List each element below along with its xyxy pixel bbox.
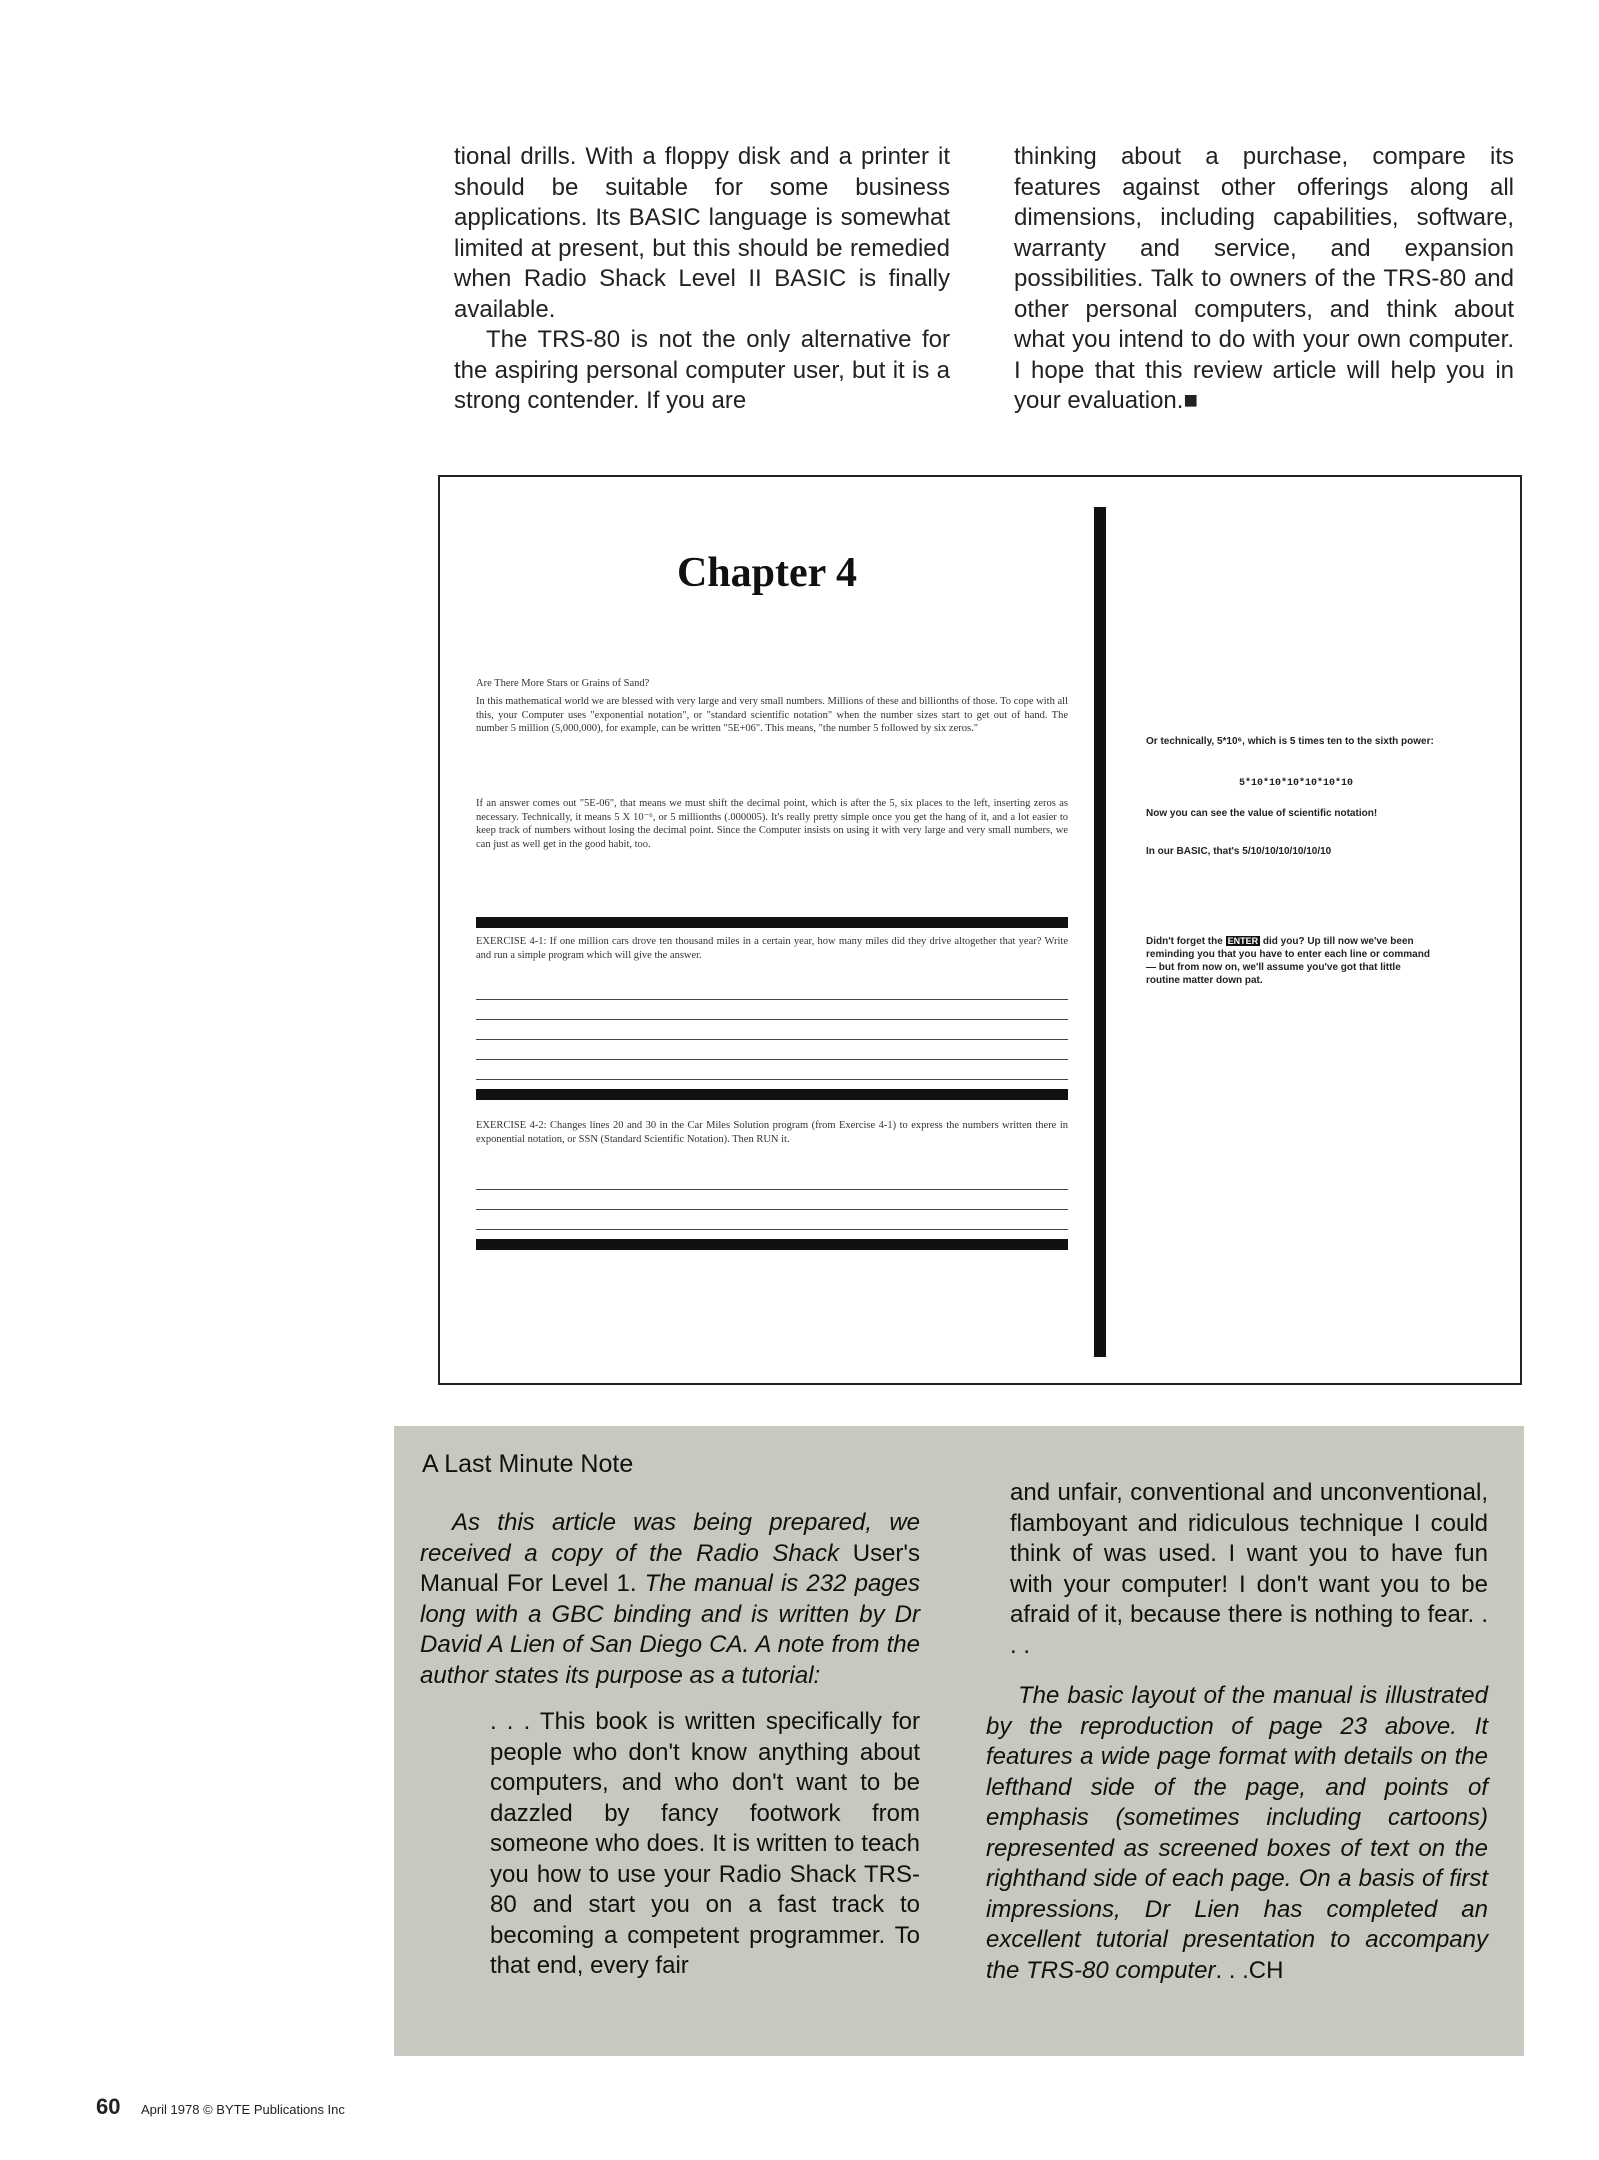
article-paragraph: thinking about a purchase, compare its features against other offerings along all dimensions, including capabilities, software, warranty and service, and expansion possibilities. Talk to owners of the TRS-80 and other personal computers, and think about what you intend to do with your own computer. I hope that this review article will help you in your evaluation.■ <box>1014 143 1514 414</box>
article-paragraph: The TRS-80 is not the only alternative for the aspiring personal computer user, but it is a strong contender. If you are <box>454 326 950 414</box>
exercise-rule <box>476 1089 1068 1100</box>
article-paragraph: tional drills. With a floppy disk and a printer it should be suitable for some business applications. Its BASIC language is somewhat limited at present, but this should be remedied when Radio Shack Level II BASIC is finally available. <box>454 143 950 323</box>
manual-page-reproduction <box>438 475 1522 1385</box>
side-note: Now you can see the value of scientific notation! <box>1146 808 1378 819</box>
last-minute-note <box>394 1426 1524 2056</box>
side-note <box>1146 935 1436 987</box>
note-intro: As this article was being prepared, we received a copy of the Radio Shack <box>420 1509 920 1567</box>
section-heading: Are There More Stars or Grains of Sand? <box>476 678 650 689</box>
manual-title: User's Manual For Level 1. <box>420 1539 921 1597</box>
chapter-title: Chapter 4 <box>676 550 858 596</box>
answer-line <box>476 1019 1068 1020</box>
answer-line <box>476 1229 1068 1230</box>
side-note-text: did you? Up till now we've been reminding you that you have to enter each line or command — but from now on, we'll assume you've got that little routine matter down pat. <box>1146 936 1430 986</box>
article-right-column <box>1014 142 1514 417</box>
author-quote: . . . This book is written specifically for people who don't know anything about computers, and who don't want to be dazzled by fancy footwork from someone who does. It is written to teach you how to use your Radio Shack TRS-80 and start you on a fast track to becoming a competent programmer. To that end, every fair <box>490 1708 920 1979</box>
answer-line <box>476 1209 1068 1210</box>
side-note: Or technically, 5*10⁶, which is 5 times ten to the sixth power: <box>1146 736 1434 747</box>
exercise-rule <box>476 917 1068 928</box>
answer-line <box>476 1059 1068 1060</box>
answer-line <box>476 1189 1068 1190</box>
exercise-1: EXERCISE 4-1: If one million cars drove ten thousand miles in a certain year, how many miles did they drive altogether that year? Write and run a simple program which will give the answer. <box>476 936 1068 961</box>
note-left-column <box>420 1508 920 1982</box>
note-intro: The manual is 232 pages long with a GBC binding and is written by Dr David A Lien of San Diego CA. A note from the author states its purpose as a tutorial: <box>420 1570 920 1689</box>
answer-line <box>476 999 1068 1000</box>
side-note: In our BASIC, that's 5/10/10/10/10/10/10 <box>1146 846 1332 857</box>
enter-key-label: ENTER <box>1227 936 1259 946</box>
figure-paragraph: If an answer comes out "5E-06", that means we must shift the decimal point, which is after the 5, six places to the left, inserting zeros as necessary. Technically, it means 5 X 10⁻⁶, or 5 millionths (.000005). It's really pretty simple once you get the hang of it, and a lot easier to keep track of numbers without losing the decimal point. Since the Computer insists on using it with very large and very small numbers, we can just as well get in the good habit, too. <box>476 798 1068 850</box>
answer-line <box>476 1039 1068 1040</box>
side-note: 5*10*10*10*10*10*10 <box>1238 778 1354 789</box>
side-note-text: Didn't forget the <box>1146 936 1223 947</box>
figure-paragraph: In this mathematical world we are blessed with very large and very small numbers. Millions of these and billionths of those. To cope with all this, your Computer uses "exponential notation", or "standard scientific notation" when the number sizes start to get out of hand. The number 5 million (5,000,000), for example, can be written "5E+06". This means, "the number 5 followed by six zeros." <box>476 696 1068 734</box>
article-left-column <box>454 142 950 417</box>
exercise-rule <box>476 1239 1068 1250</box>
exercise-2: EXERCISE 4-2: Changes lines 20 and 30 in the Car Miles Solution program (from Exercise 4-1) to express the numbers written there in exponential notation, or SSN (Standard Scientific Notation). Then RUN it. <box>476 1120 1068 1145</box>
note-right-column <box>986 1478 1488 1986</box>
page-footer <box>96 2094 345 2120</box>
author-quote-continued: and unfair, conventional and unconventional, flamboyant and ridiculous technique I could think of was used. I want you to have fun with your computer! I don't want you to be afraid of it, because there is nothing to fear. . . . <box>1010 1479 1488 1659</box>
answer-line <box>476 1079 1068 1080</box>
editor-signature: . . .CH <box>1215 1956 1284 1984</box>
closing-text: The basic layout of the manual is illustrated by the reproduction of page 23 above. It features a wide page format with details on the lefthand side of the page, and points of emphasis (sometimes including cartoons) represented as screened boxes of text on the righthand side of each page. On a basis of first impressions, Dr Lien has completed an excellent tutorial presentation to accompany the TRS-80 computer <box>986 1682 1488 1984</box>
footer-credit: April 1978 © BYTE Publications Inc <box>140 2102 345 2117</box>
note-title: A Last Minute Note <box>422 1450 634 1478</box>
page-number: 60 <box>96 2094 121 2119</box>
column-divider <box>1094 507 1106 1357</box>
note-closing <box>986 1681 1488 1986</box>
